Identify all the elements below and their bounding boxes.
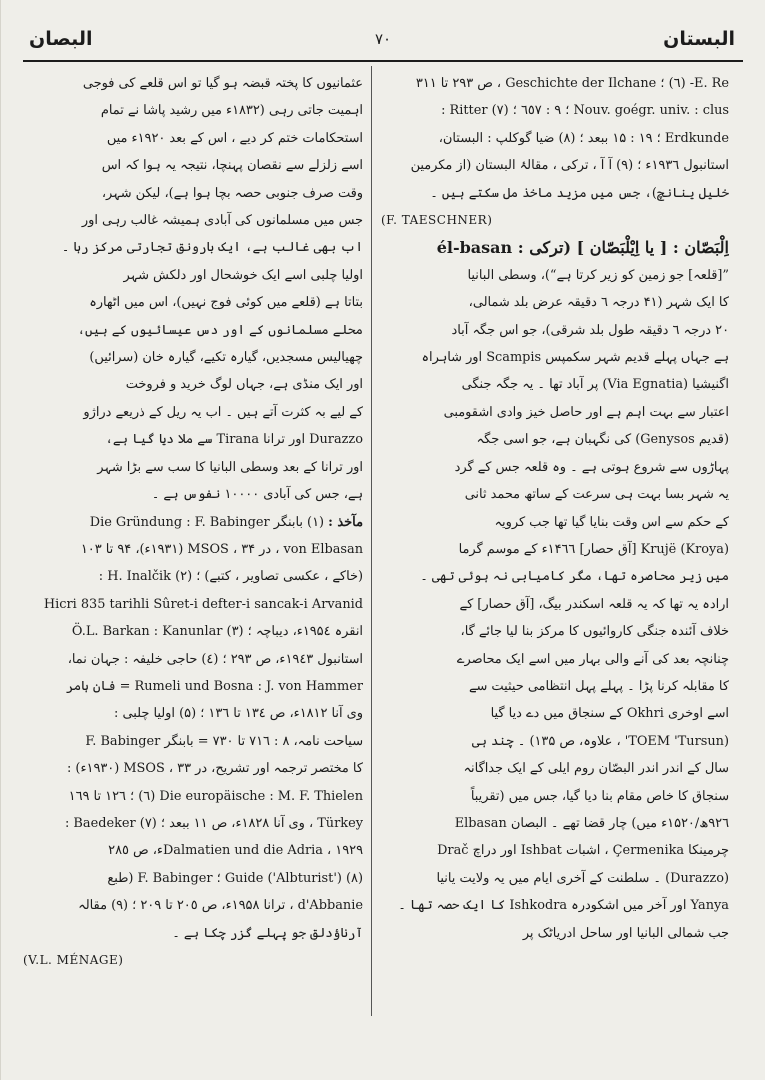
author-signature: (V.L. MÉNAGE) (23, 953, 124, 967)
body-line: میں زیر محاصرہ تھا، مگر کامیابی نہ ہوئی تھی ۔ (420, 569, 729, 585)
running-header-right: البستان (663, 28, 735, 50)
body-line: ارادہ یہ تھا کہ یہ قلعہ اسکندر بیگ، [آق حصار] کے (459, 596, 729, 612)
reference-line: سیاحت نامہ، ۸ : ۷۱٦ تا ۷۳۰ = بابنگر F. Babinger (85, 733, 363, 749)
page-number: ۷۰ (374, 30, 392, 48)
bib-line: E. Re- (٦) ؛ Geschichte der Ilchane ، ص ۲۹۳ تا ۳۱۱ (415, 76, 729, 91)
bib-line: Nouv. goégr. univ. : clus ؛ ۹ : ٦٥٧ ؛ (۷) Ritter : (441, 103, 729, 119)
body-line: خلاف آئندہ جنگی کاروائیوں کا مرکز بنا لیا جائے گا، (460, 624, 729, 640)
running-header-left: البصان (29, 28, 93, 50)
body-line: (Durazzo) ۔ سلطنت کے آخری ایام میں یہ ولایت یانیا (436, 870, 729, 886)
body-line: پہاڑوں سے شروع ہوتی ہے ۔ وہ قلعہ جس کے گرد (454, 459, 729, 475)
body-line: چرمینکا Çermenika ، اشبات Ishbat اور دراچ Drač (437, 843, 729, 859)
body-line: ہے جہاں پہلے قدیم شہر سکمپس Scampis اور شاہراہ (421, 350, 729, 366)
reference-line: von Elbasan ، در MSOS ، ۳۴ (۱۹۳۱ء)، ۹۴ تا ۱۰۳ (80, 541, 363, 557)
body-line: Krujë (Kroya) [آق حصار] ۱۴٦٦ء کے موسم گرما (458, 541, 729, 557)
reference-line: استانبول ۱۹٤۳ء، ص ۲۹۳ ؛ (٤) حاجی خلیفہ : جہان نما، (67, 651, 363, 667)
body-line: جب شمالی البانیا اور ساحل ادریاٹک پر (522, 925, 729, 941)
body-line: ”[قلعہ] جو زمین کو زیر کرتا ہے“)، وسطی البانیا (467, 267, 729, 283)
body-line: اگنیشیا (Via Egnatia) پر آباد تھا ۔ یہ جگہ جنگی (461, 377, 729, 393)
reference-line: انقرہ ۱۹۵٤ء، دیباچہ ؛ (۳) Ö.L. Barkan : Kanunlar (71, 624, 363, 640)
reference-line: Hicri 835 tarihli Sûret-i defter-i sancak-i Arvanid (43, 596, 363, 612)
body-line: ۹۲٦ھ/۱۵۲۰ء میں) چار قضا تھے ۔ البصان Elbasan (454, 815, 729, 831)
body-line: محلے مسلمانوں کے اور دس عیسائیوں کے ہیں، (77, 322, 363, 338)
reference-line: (۱) بابنگر Die Gründung : F. Babinger (89, 514, 325, 530)
body-line: ۲۰ درجہ ٦ دقیقہ طول بلد شرقی)، جو اس جگہ آباد (451, 322, 729, 338)
entry-headword: اِلْبَصّان : [ یا اِیْلْبَصّان ] (ترکی : él-basan (436, 238, 729, 258)
body-line: جس میں مسلمانوں کی آبادی ہمیشہ غالب رہی اور (81, 213, 363, 229)
body-line: استحکامات ختم کر دیے ، اس کے بعد ۱۹۲۰ء میں (106, 130, 363, 146)
body-line: اولیا چلبی اسے ایک خوشحال اور دلکش شہر (123, 267, 363, 283)
body-line: ہے، جس کی آبادی ۱۰۰۰۰ نفوس ہے ۔ (151, 487, 363, 503)
body-line: کا ایک شہر (۴۱ درجہ ٦ دقیقہ عرض بلد شمالی، (468, 295, 729, 311)
body-line: اور ترانا کے بعد وسطی البانیا کا سب سے بڑا شہر (97, 459, 363, 475)
body-line: یہ شہر بسا بہت ہی سرعت کے ساتھ محمد ثانی (464, 487, 729, 503)
column-divider (371, 66, 372, 1016)
body-line: (قدیم Genysos) کی نگہبان ہے، جو اسی جگہ (476, 432, 729, 448)
body-line: کے لیے بہ کثرت آتے ہیں ۔ اب یہ ریل کے ذریعے دراژو (83, 404, 363, 420)
right-column (381, 70, 729, 1035)
body-line: چنانچہ بعد کی آنے والی بہار میں اسے ایک محاصرے (456, 651, 729, 667)
bib-line: Erdkunde ؛ ۱۹ : ۱۵ ببعد ؛ (۸) ضیا گوکلپ : البستان، (438, 130, 729, 146)
left-column (23, 70, 363, 1035)
body-line: عثمانیوں کا پختہ قبضہ ہو گیا تو اس قلعے کی فوجی (82, 76, 363, 91)
body-line: سال کے اندر اندر البصّان روم ایلی کے ایک جداگانہ (463, 761, 729, 777)
header-rule (23, 60, 743, 62)
body-line: اسے زلزلے سے نقصان پہنچا، نتیجہ یہ ہوا کہ اس (101, 158, 363, 174)
body-line: اہمیت جاتی رہی (۱۸۳۲ء میں رشید پاشا نے تمام (100, 103, 363, 119)
reference-line: (خاکے ، عکسی تصاویر ، کتبے) ؛ (۲) H. Inalčik : (98, 569, 363, 585)
reference-line: Rumeli und Bosna : J. von Hammer = فان ہامر (66, 678, 363, 694)
body-line: اسے اوخری Okhri کے سنجاق میں دے دیا گیا (490, 706, 729, 722)
body-line: (TOEM 'Tursun' ، علاوہ، ص ۱۳۵) ۔ چند ہی (471, 733, 729, 749)
body-line: کا مقابلہ کرنا پڑا ۔ پہلے پہل انتظامی حیثیت سے (468, 678, 729, 694)
reference-line: آرناؤدلق جو پہلے گزر چکا ہے ۔ (172, 925, 363, 941)
body-line: بتاتا ہے (قلعے میں کوئی فوج نہیں)، اس میں اٹھارہ (89, 295, 363, 311)
body-line: Durazzo اور ترانا Tirana سے ملا دیا گیا ہے، (105, 432, 363, 448)
body-line: چھیالیس مسجدیں، گیارہ تکیے، گیارہ خان (سرائیں) (89, 350, 363, 366)
reference-line: کا مختصر ترجمہ اور تشریح، در MSOS ، ۳۳ (۱۹۳۰ء) : (66, 761, 363, 777)
references-first-line (23, 509, 363, 536)
body-line: کے حکم سے اس وقت بنایا گیا تھا جب کرویہ (494, 514, 729, 530)
body-line: اب بھی غالب ہے، ایک بارونق تجارتی مرکز رہا ۔ (61, 240, 363, 256)
reference-line: Guide ('Albturist') (۸) ؛ F. Babinger (طبع (107, 870, 363, 886)
body-line: سنجاق کا خاص مقام بنا دیا گیا، جس میں (تقریباً (470, 788, 729, 804)
body-line: اعتبار سے بہت اہم ہے اور حاصل خیز وادی اشقومبی (443, 404, 729, 420)
reference-line: Dalmatien und die Adria ، ۱۹۲۹ء، ص ۲۸٥ (108, 843, 363, 859)
bib-line: خلیل ینانچ)، جس میں مزید ماخذ مل سکتے ہیں ۔ (430, 185, 729, 201)
reference-line: d'Abbanie ، ترانا ۱۹۵۸ء، ص ۲۰٥ تا ۲۰۹ ؛ (۹) مقالہ (78, 898, 363, 914)
references-label: مآخذ : (328, 514, 363, 530)
reference-line: Die europäische : M. F. Thielen (٦) ؛ ۱۲٦ تا ۱٦۹ (68, 788, 363, 804)
body-line: Yanya اور آخر میں اشکودرہ Ishkodra کا ایک حصہ تھا ۔ (398, 898, 729, 914)
reference-line: Türkey ، وی آنا ۱۸۲۸ء، ص ۱۱ ببعد ؛ (۷) Baedeker : (64, 815, 363, 831)
author-signature: (F. TAESCHNER) (381, 213, 493, 228)
body-line: اور ایک منڈی ہے، جہاں لوگ خرید و فروخت (125, 377, 363, 393)
body-line: وقت صرف جنوبی حصہ بچا ہوا ہے)، لیکن شہر، (101, 185, 363, 201)
reference-line: وی آنا ۱۸۱۲ء، ص ۱۳٤ تا ۱۳٦ ؛ (۵) اولیا چلبی : (114, 706, 363, 722)
bib-line: استانبول ۱۹۳٦ء ؛ (۹) آ آ ، ترکی ، مقالۂ البستان (از مکرمین (410, 158, 729, 174)
